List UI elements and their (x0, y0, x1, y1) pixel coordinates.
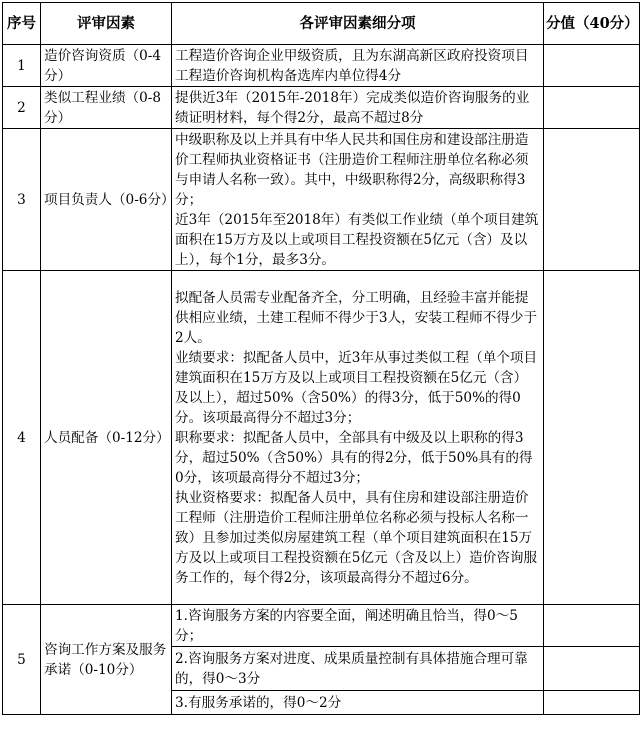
row-factor: 咨询工作方案及服务承诺（0-10分） (41, 605, 172, 715)
header-score: 分值（40分） (544, 3, 640, 45)
row-score-cell (544, 271, 640, 605)
row-factor: 人员配备（0-12分） (41, 271, 172, 605)
table-row (3, 87, 640, 129)
detail-text: 近3年（2015年至2018年）有类似工作业绩（单个项目建筑面积在15万方及以上或项目工程投资额在5亿元（含）及以上），每个1分，最多3分。 (175, 211, 539, 268)
scoring-table (2, 2, 640, 715)
row-factor: 项目负责人（0-6分） (41, 129, 172, 271)
row-number: 2 (3, 87, 41, 129)
detail-text: 拟配备人员需专业配备齐全，分工明确，且经验丰富并能提供相应业绩，土建工程师不得少于3人，安装工程师不得少于2人。 (175, 289, 538, 346)
row-score-cell (544, 647, 640, 691)
row-number: 1 (3, 45, 41, 87)
row-factor: 造价咨询资质（0-4分） (41, 45, 172, 87)
table-row (3, 129, 640, 271)
detail-text: 业绩要求：拟配备人员中，近3年从事过类似工程（单个项目建筑面积在15万方及以上或项目工程投资额在5亿元（含）及以上），超过50%（含50%）的得3分，低于50%的得0分。该项最高得分不超过3分； (175, 349, 538, 426)
header-factor: 评审因素 (41, 3, 172, 45)
table-row (3, 271, 640, 605)
detail-text: 执业资格要求：拟配备人员中，具有住房和建设部注册造价工程师（注册造价工程师注册单位名称必须与投标人名称一致）且参加过类似房屋建筑工程（单个项目建筑面积在15万方及以上或项目工程投资额在5亿元（含及以上）造价咨询服务工作的，每个得2分，该项最高得分不超过6分。 (175, 489, 538, 586)
row-detail: 3.有服务承诺的，得0～2分 (172, 691, 544, 715)
row-score-cell (544, 45, 640, 87)
row-score-cell (544, 129, 640, 271)
row-detail: 1.咨询服务方案的内容要全面，阐述明确且恰当，得0～5分； (172, 605, 544, 647)
row-score-cell (544, 87, 640, 129)
table-header-row (3, 3, 640, 45)
header-detail: 各评审因素细分项 (172, 3, 544, 45)
row-detail (172, 87, 544, 129)
detail-text: 中级职称及以上并具有中华人民共和国住房和建设部注册造价工程师执业资格证书（注册造价工程师注册单位名称必须与申请人名称一致）。其中，中级职称得2分，高级职称得3分； (175, 131, 529, 208)
row-detail (172, 129, 544, 271)
row-score-cell (544, 605, 640, 647)
detail-text: 职称要求：拟配备人员中，全部具有中级及以上职称的得3分，超过50%（含50%）具有的得2分，低于50%具有的得0分，该项最高得分不超过3分； (175, 429, 533, 486)
table-row (3, 45, 640, 87)
row-number: 5 (3, 605, 41, 715)
row-factor: 类似工程业绩（0-8分） (41, 87, 172, 129)
header-seq: 序号 (3, 3, 41, 45)
row-score-cell (544, 691, 640, 715)
detail-text: 工程造价咨询企业甲级资质，且为东湖高新区政府投资项目工程造价咨询机构备选库内单位得4分 (175, 47, 529, 84)
row-detail: 2.咨询服务方案对进度、成果质量控制有具体措施合理可靠的，得0～3分 (172, 647, 544, 691)
row-number: 3 (3, 129, 41, 271)
table-row (3, 605, 640, 647)
row-detail (172, 271, 544, 605)
detail-text: 提供近3年（2015年-2018年）完成类似造价咨询服务的业绩证明材料，每个得2分，最高不超过8分 (175, 89, 530, 126)
row-detail (172, 45, 544, 87)
row-number: 4 (3, 271, 41, 605)
